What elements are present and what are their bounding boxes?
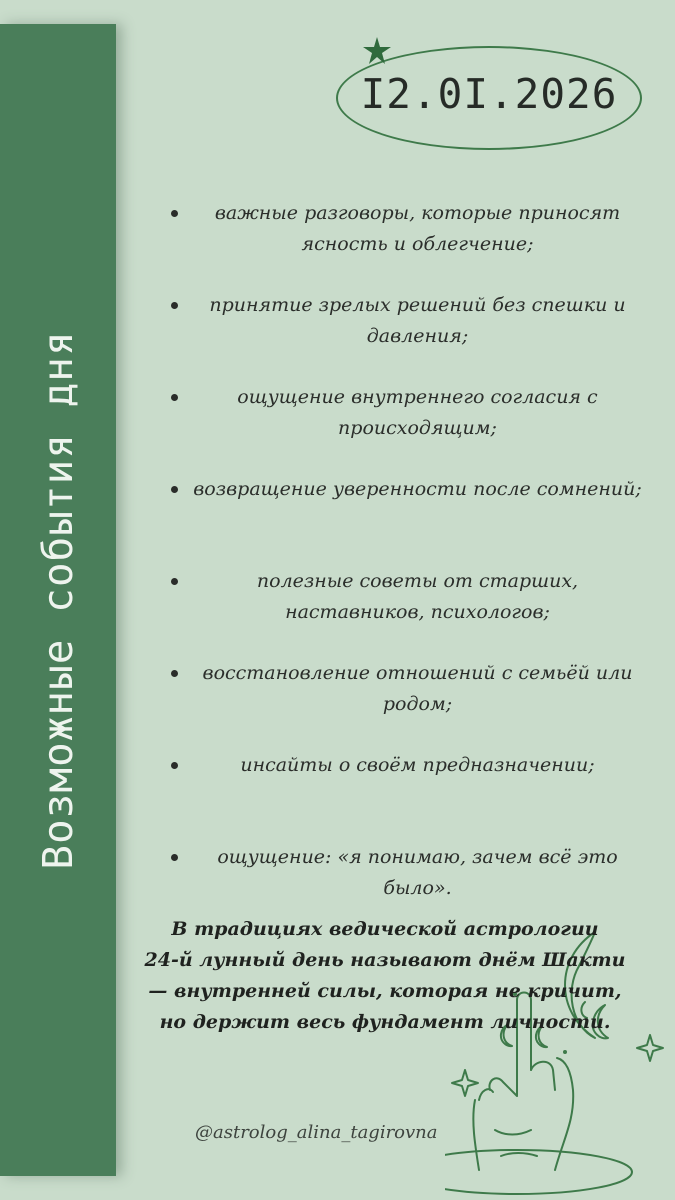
tradition-line: В традициях ведической астрологии xyxy=(171,918,599,940)
author-handle[interactable]: @astrolog_alina_tagirovna xyxy=(195,1122,438,1143)
sidebar-title: Возможные события дня xyxy=(34,330,82,870)
event-text: восстановление отношений с семьёй или родом; xyxy=(202,662,633,715)
event-text: важные разговоры, которые приносят ясность и облегчение; xyxy=(214,202,621,255)
tradition-text xyxy=(140,914,630,1038)
event-text: ощущение: «я понимаю, зачем всё это было». xyxy=(217,846,618,899)
list-item xyxy=(165,566,650,658)
list-item xyxy=(165,198,650,290)
event-text: инсайты о своём предназначении; xyxy=(240,754,595,776)
event-text: возвращение уверенности после сомнений; xyxy=(193,478,642,500)
tradition-line: 24-й лунный день называют днём Шакти xyxy=(144,949,626,971)
list-item xyxy=(165,658,650,750)
list-item xyxy=(165,290,650,382)
bullet-icon xyxy=(171,762,178,769)
date-badge xyxy=(336,46,642,150)
bullet-icon xyxy=(171,670,178,677)
bullet-icon xyxy=(171,854,178,861)
event-text: принятие зрелых решений без спешки и давления; xyxy=(209,294,626,347)
bullet-icon xyxy=(171,486,178,493)
event-text: ощущение внутреннего согласия с происходящим; xyxy=(237,386,598,439)
tradition-line: но держит весь фундамент личности. xyxy=(159,1011,611,1033)
list-item xyxy=(165,474,650,566)
event-text: полезные советы от старших, наставников, психологов; xyxy=(256,570,579,623)
date-text: I2.0I.2026 xyxy=(360,70,618,118)
tradition-line: — внутренней силы, которая не кричит, xyxy=(148,980,622,1002)
list-item xyxy=(165,750,650,842)
bullet-icon xyxy=(171,394,178,401)
events-list xyxy=(165,198,650,934)
list-item xyxy=(165,382,650,474)
star-icon xyxy=(362,36,392,66)
bullet-icon xyxy=(171,302,178,309)
bullet-icon xyxy=(171,578,178,585)
bullet-icon xyxy=(171,210,178,217)
